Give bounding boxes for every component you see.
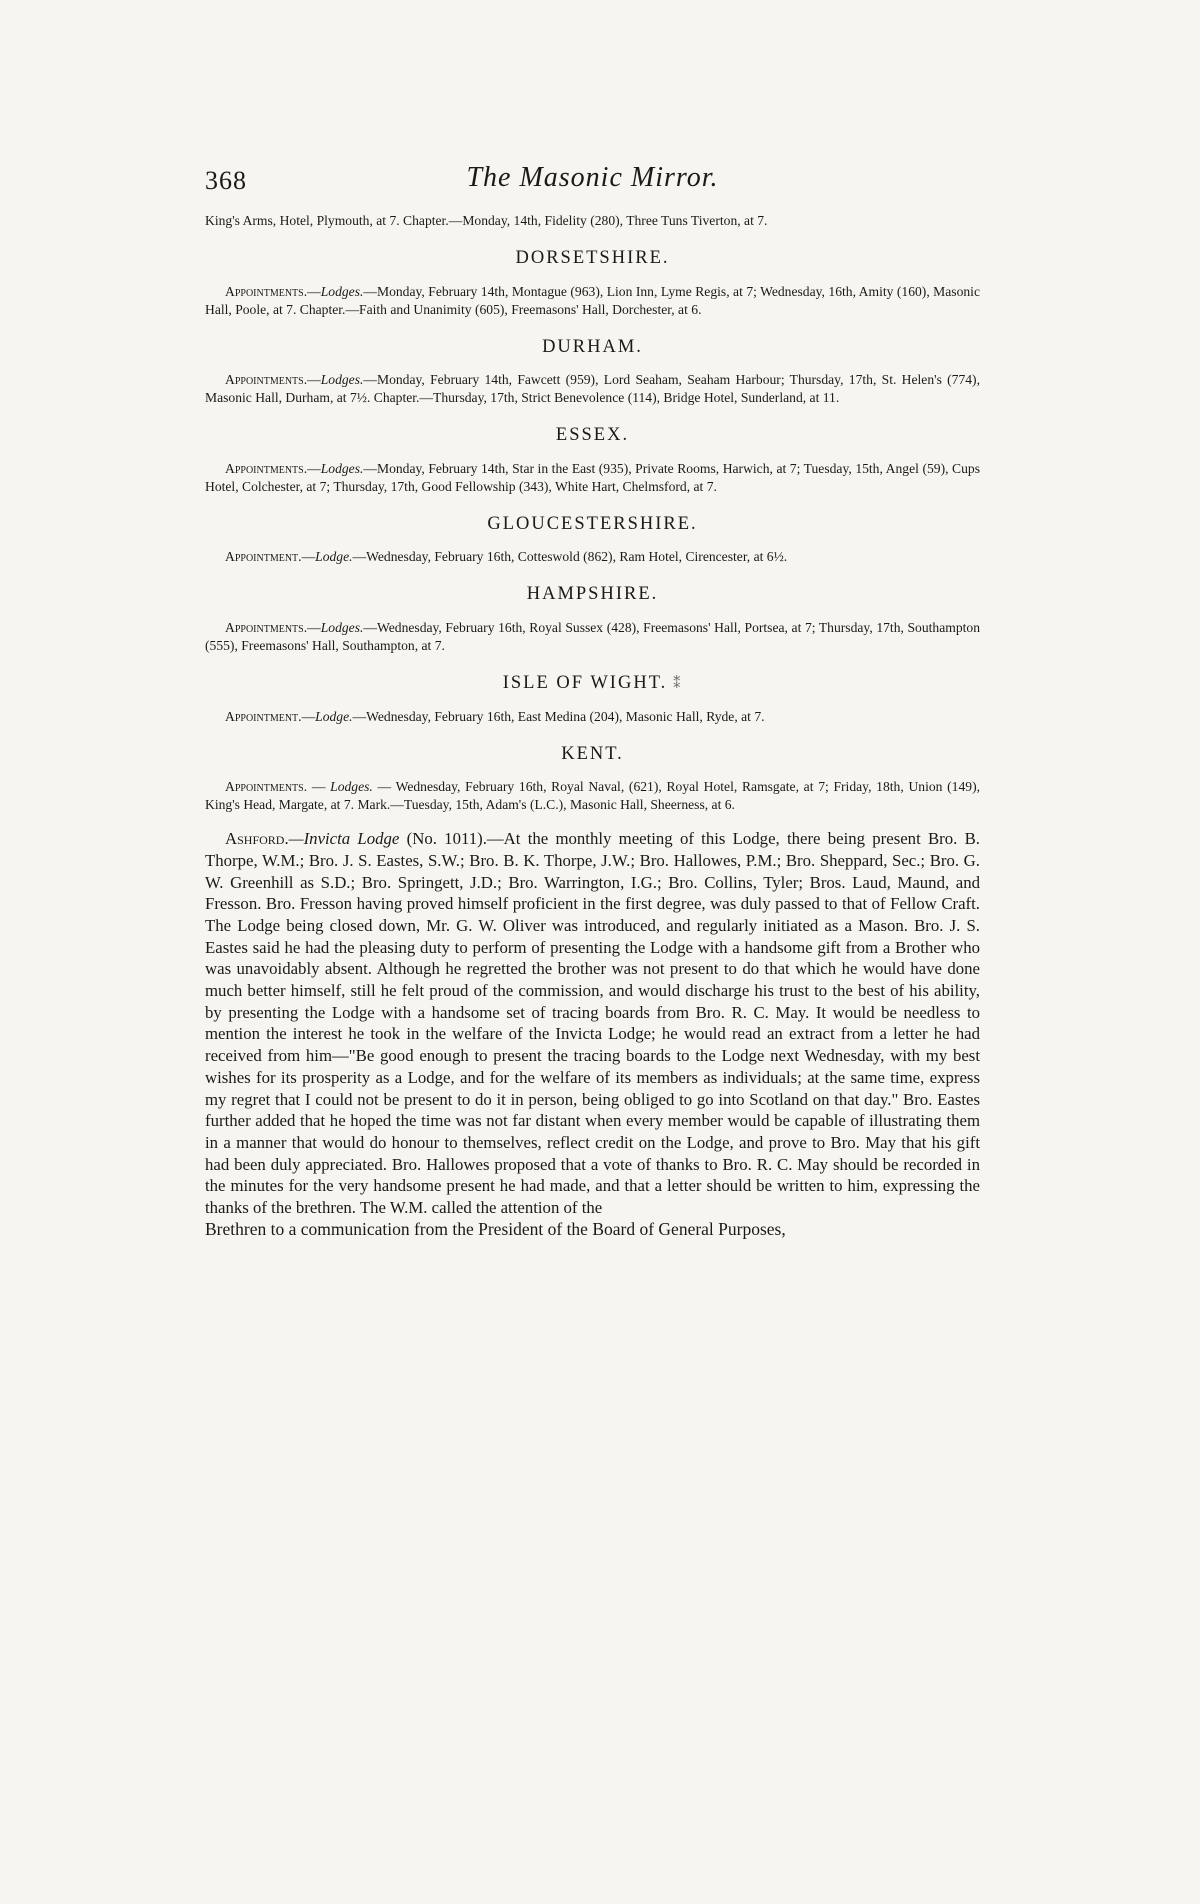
section-heading-gloucestershire: GLOUCESTERSHIRE.: [487, 513, 698, 534]
appointments-text: —Wednesday, February 16th, Cotteswold (862), Ram Hotel, Cirencester, at 6½.: [352, 549, 788, 565]
ashford-report: [205, 828, 980, 1240]
appointments-kent: [205, 778, 980, 814]
section-heading-durham: DURHAM.: [542, 336, 643, 357]
running-head: [205, 160, 980, 206]
appointments-label: Appointments.: [225, 460, 308, 476]
report-last-line: Brethren to a communication from the President of the Board of General Purposes,: [205, 1218, 786, 1239]
section-heading-isle-of-wight: [205, 673, 980, 694]
appointments-label: Appointment.: [225, 549, 302, 565]
lodges-label: Lodges.: [330, 779, 373, 795]
report-place: Ashford.: [225, 829, 289, 849]
section-heading-kent: KENT.: [561, 743, 624, 764]
section-heading-essex: ESSEX.: [555, 425, 630, 446]
appointments-hampshire: Appointments.—Lodges.—Wednesday, February 16th, Royal Sussex (428), Freemasons' Hall, Portsea, at 7; Thursday, 17th, Southampton (555), Freemasons' Hall, Southampton, at 7.: [205, 619, 980, 653]
appointments-label: Appointments.: [225, 779, 308, 795]
appointments-durham: Appointments.—Lodges.—Monday, February 14th, Fawcett (959), Lord Seaham, Seaham Harbour; Thursday, 17th, St. Helen's (774), Masonic Hall, Durham, at 7½. Chapter.—Thursday, 17th, Strict Benevolence (114), Bridge Hotel, Sunderland, at 11.: [205, 372, 980, 406]
lodges-label: Lodge.: [315, 549, 353, 565]
appointments-label: Appointments.: [225, 619, 308, 635]
appointments-dorsetshire: Appointments.—Lodges.—Monday, February 14th, Montague (963), Lion Inn, Lyme Regis, at 7; Wednesday, 16th, Amity (160), Masonic Hall, Poole, at 7. Chapter.—Faith and Unanimity (605), Freemasons' Hall, Dorchester, at 6.: [205, 283, 980, 317]
lodges-label: Lodges.: [320, 372, 364, 388]
appointments-text: —Monday, February 14th, Fawcett (959), Lord Seaham, Seaham Harbour; Thursday, 17th, St. Helen's (774), Masonic Hall, Durham, at 7½. Chapter.—Thursday, 17th, Strict Benevolence (114), Bridge Hotel, Sunderland, at 11.: [205, 372, 980, 406]
page-number: 368: [205, 166, 247, 195]
appointments-label: Appointment.: [225, 708, 302, 724]
report-lodge-name: —Invicta Lodge: [288, 829, 400, 849]
page: [205, 160, 980, 1257]
report-body: (No. 1011).—At the monthly meeting of this Lodge, there being present Bro. B. Thorpe, W.M.; Bro. J. S. Eastes, S.W.; Bro. B. K. Thorpe, J.W.; Bro. Hallowes, P.M.; Bro. Sheppard, Sec.; Bro. G. W. Greenhill as S.D.; Bro. Springett, J.D.; Bro. Warrington, I.G.; Bro. Collins, Tyler; Bros. Laud, Maund, and Fresson. Bro. Fresson having proved himself proficient in the first degree, was duly passed to that of Fellow Craft. The Lodge being closed down, Mr. G. W. Oliver was introduced, and regularly initiated as a Mason. Bro. J. S. Eastes said he had the pleasing duty to perform of presenting the Lodge with a handsome gift from a Brother who was unavoidably absent. Although he regretted the brother was not present to do that which he would have done much better himself, still he felt proud of the commission, and would discharge his trust to the best of his ability, by presenting the Lodge with a handsome set of tracing boards from Bro. R. C. May. It would be needless to mention the interest he took in the welfare of the Invicta Lodge; he would read an extract from a letter he had received from him—"Be good enough to present the tracing boards to the Lodge next Wednesday, with my best wishes for its prosperity as a Lodge, and for the welfare of its members as individuals; at the same time, express my regret that I could not be present to do it in person, being obliged to go into Scotland on that day." Bro. Eastes further added that he hoped the time was not far distant when every member would be capable of illustrating them in a manner that would do honour to themselves, reflect credit on the Lodge, and prove to Bro. May that his gift had been duly appreciated. Bro. Hallowes proposed that a vote of thanks to Bro. R. C. May should be recorded in the minutes for the very handsome present he had made, and that a letter should be written to him, expressing the thanks of the brethren. The W.M. called the attention of the: [205, 829, 980, 1218]
appointments-gloucestershire: Appointment.—Lodge.—Wednesday, February 16th, Cotteswold (862), Ram Hotel, Cirencester, at 6½.: [225, 549, 788, 565]
lodges-label: Lodges.: [320, 460, 364, 476]
lodges-label: Lodges.: [320, 283, 364, 299]
appointments-text: — Wednesday, February 16th, Royal Naval, (621), Royal Hotel, Ramsgate, at 7; Friday, 18th, Union (149), King's Head, Margate, at 7. Mark.—Tuesday, 15th, Adam's (L.C.), Masonic Hall, Sheerness, at 6.: [205, 779, 980, 813]
appointments-isle-of-wight: Appointment.—Lodge.—Wednesday, February 16th, East Medina (204), Masonic Hall, Ryde, at 7.: [225, 708, 765, 724]
appointments-label: Appointments.: [225, 372, 308, 388]
lodges-label: Lodges.: [320, 619, 364, 635]
appointments-label: Appointments.: [225, 283, 308, 299]
journal-title: The Masonic Mirror.: [466, 162, 719, 193]
appointments-text: —Wednesday, February 16th, Royal Sussex (428), Freemasons' Hall, Portsea, at 7; Thursday, 17th, Southampton (555), Freemasons' Hall, Southampton, at 7.: [205, 619, 980, 653]
pencil-mark-icon: ⁑: [673, 676, 683, 692]
appointments-essex: Appointments.—Lodges.—Monday, February 14th, Star in the East (935), Private Rooms, Harwich, at 7; Tuesday, 15th, Angel (59), Cups Hotel, Colchester, at 7; Thursday, 17th, Good Fellowship (343), White Hart, Chelmsford, at 7.: [205, 460, 980, 494]
appointments-dash: —: [307, 779, 331, 795]
lodges-label: Lodge.: [315, 708, 353, 724]
section-heading-dorsetshire: DORSETSHIRE.: [515, 248, 670, 268]
intro-paragraph: King's Arms, Hotel, Plymouth, at 7. Chapter.—Monday, 14th, Fidelity (280), Three Tuns Tiverton, at 7.: [205, 213, 768, 228]
appointments-text: —Wednesday, February 16th, East Medina (204), Masonic Hall, Ryde, at 7.: [352, 708, 765, 724]
appointments-text: —Monday, February 14th, Montague (963), Lion Inn, Lyme Regis, at 7; Wednesday, 16th, Amity (160), Masonic Hall, Poole, at 7. Chapter.—Faith and Unanimity (605), Freemasons' Hall, Dorchester, at 6.: [205, 283, 980, 317]
appointments-text: —Monday, February 14th, Star in the East (935), Private Rooms, Harwich, at 7; Tuesday, 15th, Angel (59), Cups Hotel, Colchester, at 7; Thursday, 17th, Good Fellowship (343), White Hart, Chelmsford, at 7.: [205, 460, 980, 494]
section-title: ISLE OF WIGHT.: [502, 672, 668, 693]
section-heading-hampshire: HAMPSHIRE.: [526, 584, 659, 605]
